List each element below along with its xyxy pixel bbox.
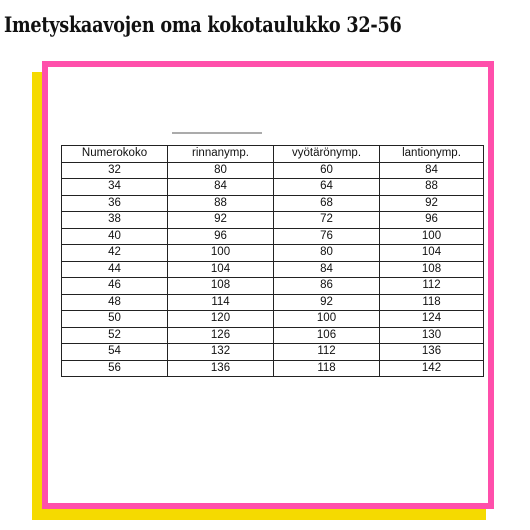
hip-cell: 100 (380, 228, 484, 245)
size-cell: 48 (62, 294, 168, 311)
hip-cell: 112 (380, 278, 484, 295)
hip-cell: 142 (380, 360, 484, 377)
bust-cell: 136 (168, 360, 274, 377)
table-row (62, 212, 484, 229)
header-vyotaronymp: vyötärönymp. (274, 146, 380, 163)
table-row (62, 311, 484, 328)
header-lantionymp: lantionymp. (380, 146, 484, 163)
header-numerokoko: Numerokoko (62, 146, 168, 163)
table-row (62, 261, 484, 278)
table-body (62, 162, 484, 377)
bust-cell: 84 (168, 179, 274, 196)
bust-cell: 108 (168, 278, 274, 295)
waist-cell: 80 (274, 245, 380, 262)
bust-cell: 104 (168, 261, 274, 278)
size-cell: 46 (62, 278, 168, 295)
table-header-row (62, 146, 484, 163)
hip-cell: 88 (380, 179, 484, 196)
table-row (62, 179, 484, 196)
table-row (62, 327, 484, 344)
bust-cell: 120 (168, 311, 274, 328)
hip-cell: 96 (380, 212, 484, 229)
table-row (62, 195, 484, 212)
bust-cell: 114 (168, 294, 274, 311)
hip-cell: 84 (380, 162, 484, 179)
table-row (62, 344, 484, 361)
header-rinnanymp: rinnanymp. (168, 146, 274, 163)
size-table (61, 145, 484, 377)
scan-artifact-line (172, 132, 262, 134)
hip-cell: 92 (380, 195, 484, 212)
bust-cell: 132 (168, 344, 274, 361)
waist-cell: 86 (274, 278, 380, 295)
hip-cell: 104 (380, 245, 484, 262)
table-row (62, 294, 484, 311)
waist-cell: 84 (274, 261, 380, 278)
waist-cell: 106 (274, 327, 380, 344)
waist-cell: 112 (274, 344, 380, 361)
waist-cell: 72 (274, 212, 380, 229)
waist-cell: 76 (274, 228, 380, 245)
hip-cell: 130 (380, 327, 484, 344)
size-cell: 52 (62, 327, 168, 344)
size-cell: 50 (62, 311, 168, 328)
waist-cell: 68 (274, 195, 380, 212)
waist-cell: 64 (274, 179, 380, 196)
hip-cell: 124 (380, 311, 484, 328)
size-cell: 56 (62, 360, 168, 377)
size-cell: 42 (62, 245, 168, 262)
bust-cell: 80 (168, 162, 274, 179)
size-cell: 36 (62, 195, 168, 212)
bust-cell: 88 (168, 195, 274, 212)
size-cell: 34 (62, 179, 168, 196)
waist-cell: 60 (274, 162, 380, 179)
waist-cell: 100 (274, 311, 380, 328)
size-cell: 38 (62, 212, 168, 229)
bust-cell: 96 (168, 228, 274, 245)
table-row (62, 162, 484, 179)
table-row (62, 245, 484, 262)
table-row (62, 360, 484, 377)
hip-cell: 108 (380, 261, 484, 278)
hip-cell: 118 (380, 294, 484, 311)
bust-cell: 92 (168, 212, 274, 229)
size-cell: 44 (62, 261, 168, 278)
hip-cell: 136 (380, 344, 484, 361)
waist-cell: 92 (274, 294, 380, 311)
bust-cell: 100 (168, 245, 274, 262)
page-title: Imetyskaavojen oma kokotaulukko 32-56 (4, 12, 402, 37)
size-cell: 54 (62, 344, 168, 361)
size-cell: 40 (62, 228, 168, 245)
size-cell: 32 (62, 162, 168, 179)
bust-cell: 126 (168, 327, 274, 344)
table-row (62, 228, 484, 245)
waist-cell: 118 (274, 360, 380, 377)
table-row (62, 278, 484, 295)
